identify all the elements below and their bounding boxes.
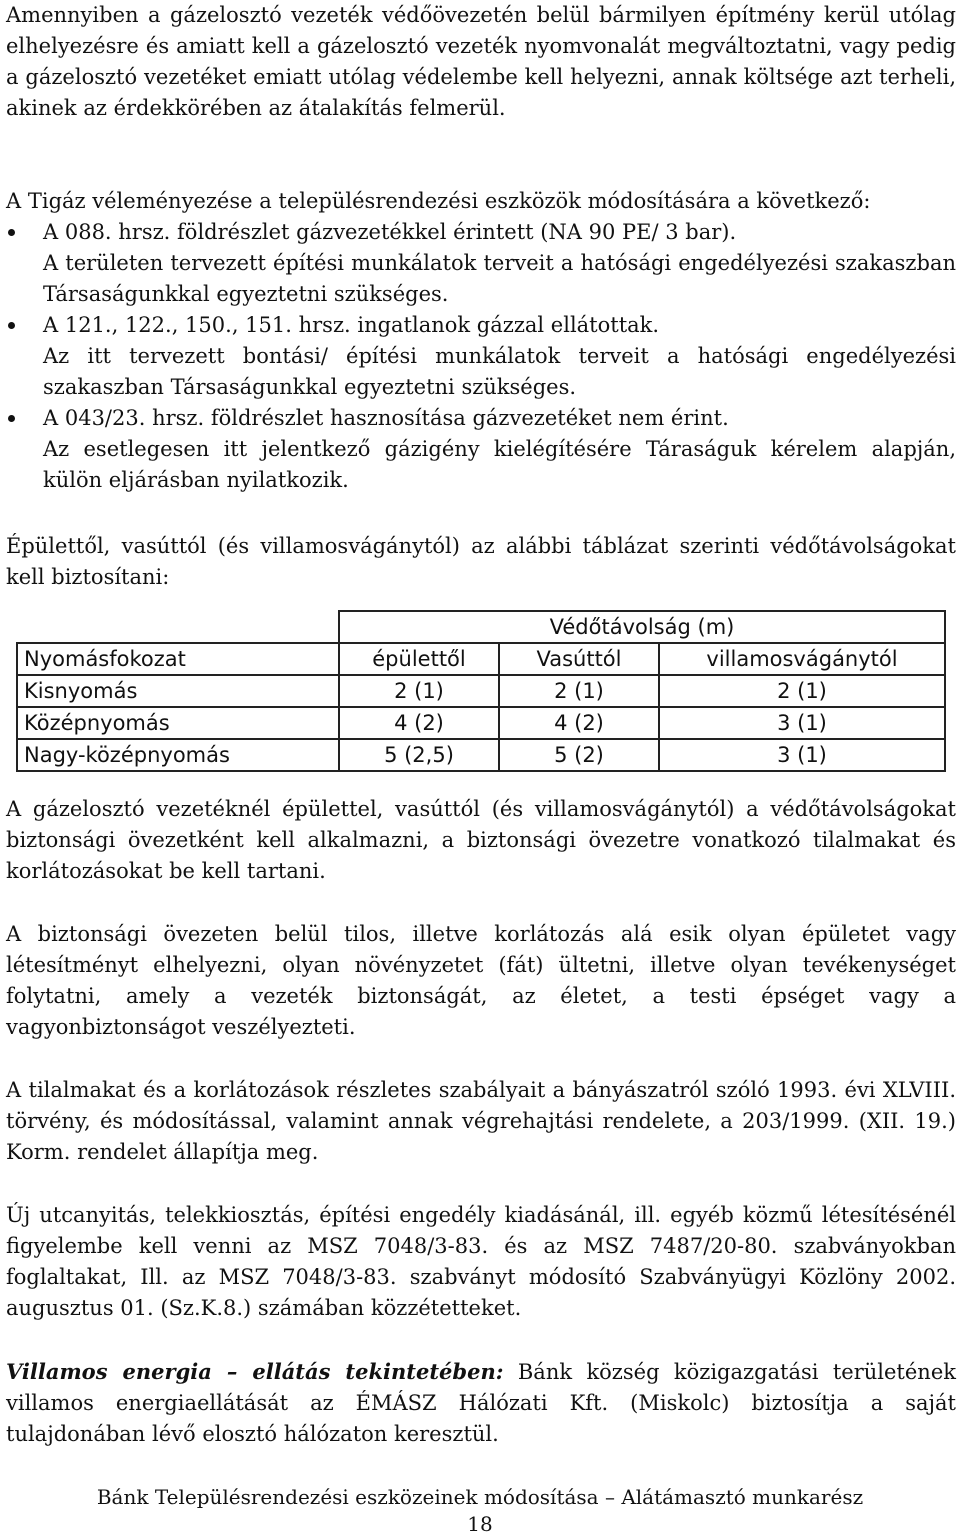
table-cell: 3 (1) — [659, 707, 945, 739]
table-header-row — [17, 643, 945, 675]
bullet-detail: Az itt tervezett bontási/ építési munkálatok terveit a hatósági engedélyezési szakaszban Társaságunkkal egyeztetni szükséges. — [43, 344, 956, 399]
table-header-cell: épülettől — [339, 643, 499, 675]
table-row — [17, 707, 945, 739]
table-cell: 4 (2) — [499, 707, 659, 739]
bullet-detail: Az esetlegesen itt jelentkező gázigény kielégítésére Táraságuk kérelem alapján, külön eljárásban nyilatkozik. — [43, 437, 956, 492]
table-cell: 2 (1) — [339, 675, 499, 707]
table-cell: Nagy-középnyomás — [17, 739, 339, 771]
table-header-cell: villamosvágánytól — [659, 643, 945, 675]
table-group-header: Védőtávolság (m) — [339, 611, 945, 643]
bullet-list — [6, 217, 956, 496]
bullet-title: A 088. hrsz. földrészlet gázvezetékkel érintett (NA 90 PE/ 3 bar). — [43, 220, 737, 244]
table-cell: 5 (2,5) — [339, 739, 499, 771]
table-cell: 4 (2) — [339, 707, 499, 739]
electricity-text: Bánk község közigazgatási területének villamos energiaellátását az ÉMÁSZ Hálózati Kft. (Miskolc) biztosítja a saját tulajdonában lévő elosztó hálózaton keresztül. — [6, 1360, 956, 1446]
paragraph-protection-zone-cost: Amennyiben a gázelosztó vezeték védőövezetén belül bármilyen építmény kerül utólag elhelyezésre és amiatt kell a gázelosztó vezeték nyomvonalát megváltoztatni, vagy pedig a gázelosztó vezetéket emiatt utólag védelembe kell helyezni, annak költsége azt terheli, akinek az érdekkörében az átalakítás felmerül. — [6, 3, 956, 120]
paragraph-prohibitions: A biztonsági övezeten belül tilos, illetve korlátozás alá esik olyan épületet vagy létesítményt elhelyezni, olyan növényzetet (fát) ültetni, illetve olyan tevékenységet folytatni, amely a vezeték biztonságát, az életet, a testi épséget vagy a vagyonbiztonságot veszélyezteti. — [6, 922, 956, 1039]
bullet-title: A 043/23. hrsz. földrészlet hasznosítása gázvezetéket nem érint. — [43, 406, 729, 430]
paragraph-distance-intro: Épülettől, vasúttól (és villamosvágánytól) az alábbi táblázat szerinti védőtávolságokat kell biztosítani: — [6, 534, 956, 589]
paragraph-regulations: A tilalmakat és a korlátozások részletes szabályait a bányászatról szóló 1993. évi XLVIII. törvény, és módosítással, valamint annak végrehajtási rendelete, a 203/1999. (XII. 19.) Korm. rendelet állapítja meg. — [6, 1078, 956, 1164]
bullet-item — [6, 217, 956, 248]
table-empty-cell — [17, 611, 339, 643]
bullet-item — [6, 310, 956, 341]
table-cell: 3 (1) — [659, 739, 945, 771]
bullet-title: A 121., 122., 150., 151. hrsz. ingatlanok gázzal ellátottak. — [43, 313, 660, 337]
paragraph-standards: Új utcanyitás, telekkiosztás, építési engedély kiadásánál, ill. egyéb közmű létesítésénél figyelembe kell venni az MSZ 7048/3-83. és az MSZ 7487/20-80. szabványokban foglaltakat, Ill. az MSZ 7048/3-83. szabványt módosító Szabványügyi Közlöny 2002. augusztus 01. (Sz.K.8.) számában közzétetteket. — [6, 1203, 956, 1320]
table-cell: Középnyomás — [17, 707, 339, 739]
table-header-cell: Vasúttól — [499, 643, 659, 675]
bullet-dot-icon — [8, 229, 15, 236]
table-row — [17, 739, 945, 771]
bullet-dot-icon — [8, 322, 15, 329]
bullet-dot-icon — [8, 415, 15, 422]
table-cell: 2 (1) — [499, 675, 659, 707]
table-group-header-row — [17, 611, 945, 643]
table-row — [17, 675, 945, 707]
bullet-item — [6, 403, 956, 434]
table-cell: 2 (1) — [659, 675, 945, 707]
protection-distance-table — [16, 610, 946, 772]
page-footer: Bánk Településrendezési eszközeinek módosítása – Alátámasztó munkarész — [96, 1485, 864, 1509]
table-cell: 5 (2) — [499, 739, 659, 771]
paragraph-safety-zone: A gázelosztó vezetéknél épülettel, vasúttól (és villamosvágánytól) a védőtávolságokat biztonsági övezetként kell alkalmazni, a biztonsági övezetre vonatkozó tilalmakat és korlátozásokat be kell tartani. — [6, 797, 956, 883]
page-number: 18 — [467, 1512, 493, 1536]
table-cell: Kisnyomás — [17, 675, 339, 707]
bullet-detail: A területen tervezett építési munkálatok terveit a hatósági engedélyezési szakaszban Társaságunkkal egyeztetni szükséges. — [43, 251, 956, 306]
electricity-heading: Villamos energia – ellátás tekintetében: — [6, 1359, 504, 1384]
paragraph-tigaz-opinion: A Tigáz véleményezése a településrendezési eszközök módosítására a következő: — [6, 189, 871, 213]
protection-distance-table-wrap — [16, 610, 956, 775]
paragraph-electricity — [6, 1356, 956, 1450]
table-header-cell: Nyomásfokozat — [17, 643, 339, 675]
